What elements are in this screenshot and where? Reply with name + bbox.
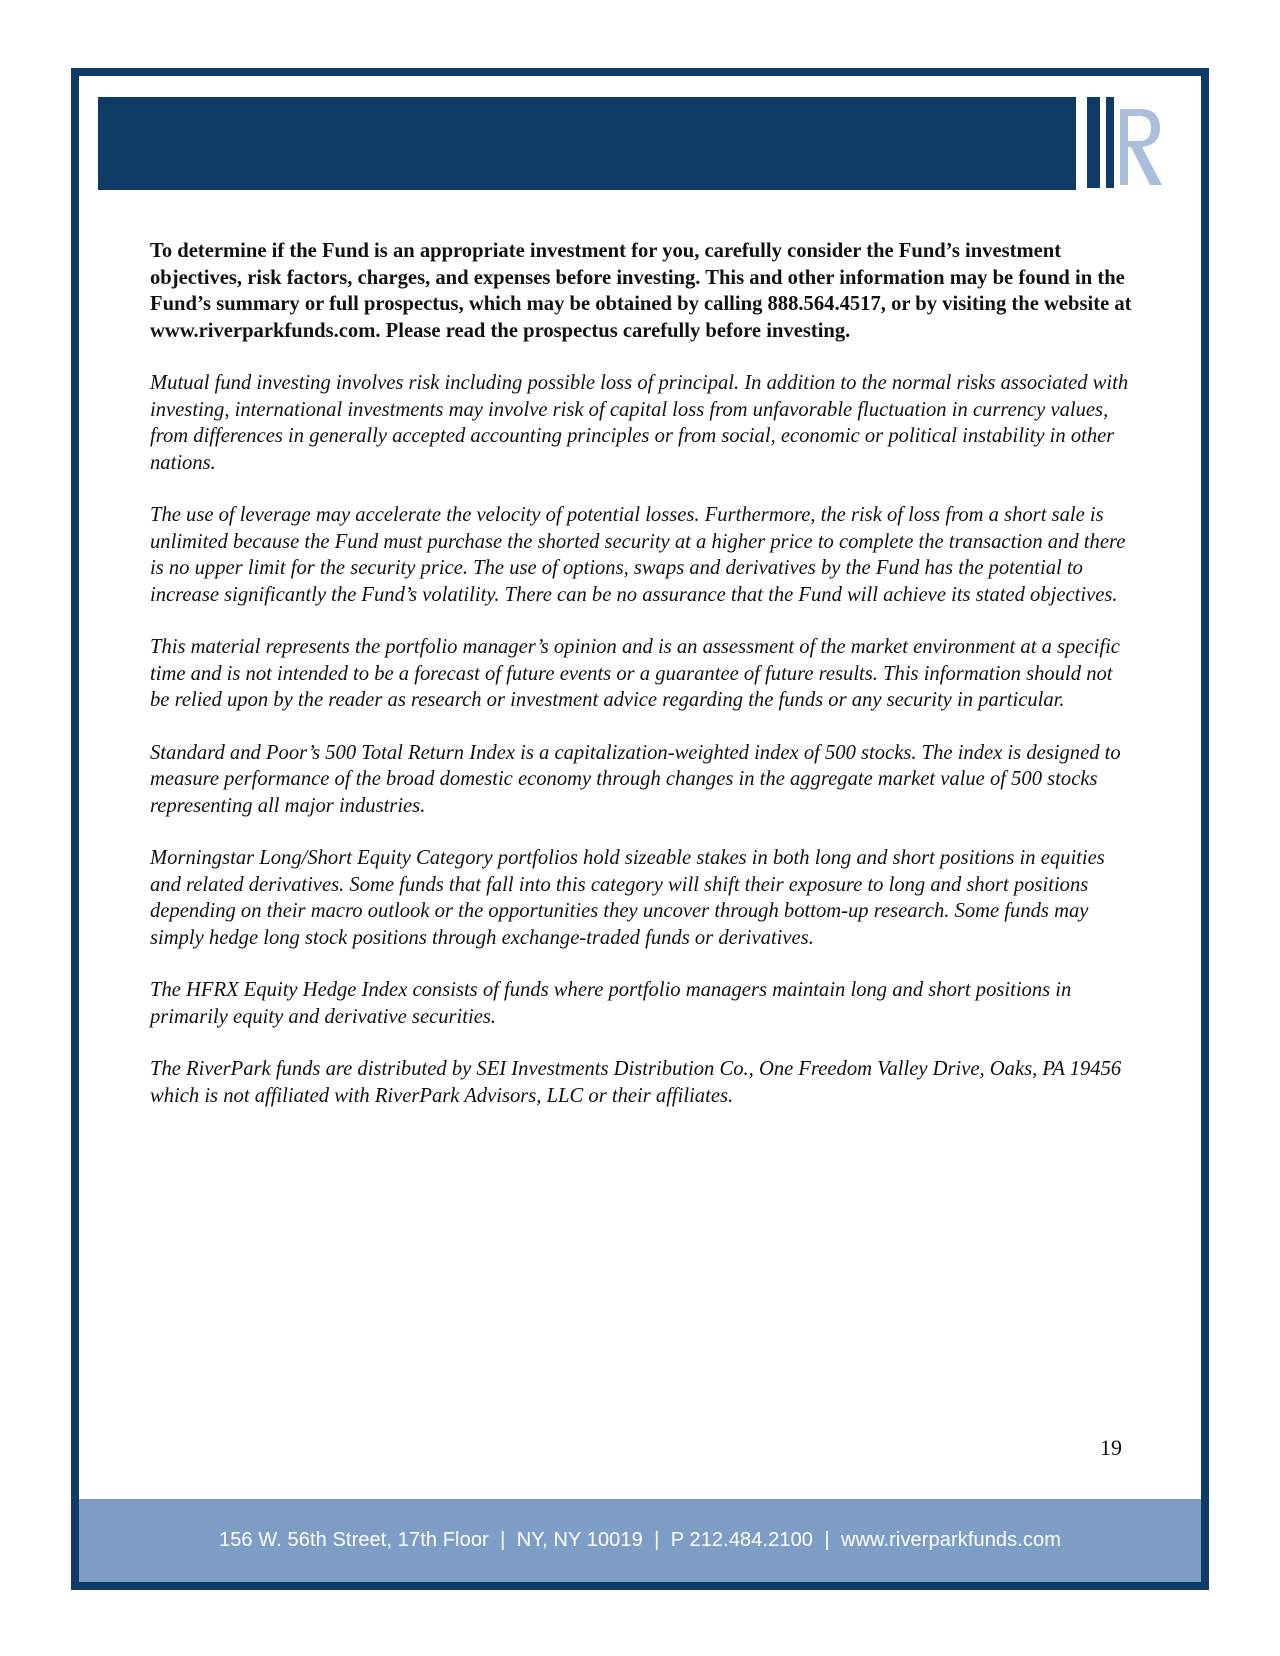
footer-band bbox=[79, 1499, 1201, 1582]
disclaimer-section bbox=[150, 238, 1135, 1135]
hfrx-definition: The HFRX Equity Hedge Index consists of funds where portfolio managers maintain long and short positions in primarily equity and derivative securities. bbox=[150, 979, 1072, 1028]
risk-paragraph: Mutual fund investing involves risk including possible loss of principal. In addition to the normal risks associated with investing, international investments may involve risk of capital loss from unfavorable fluctuation in currency values, from differences in generally accepted accounting principles or from social, economic or political instability in other nations. bbox=[150, 372, 1129, 474]
footer-contact: 156 W. 56th Street, 17th Floor | NY, NY 10019 | P 212.484.2100 | www.riverparkfunds.com bbox=[218, 1529, 1061, 1551]
prospectus-notice: To determine if the Fund is an appropriate investment for you, carefully consider the Fund’s investment objectives, risk factors, charges, and expenses before investing. This and other information may be found in the Fund’s summary or full prospectus, which may be obtained by calling 888.564.4517, or by visiting the website at www.riverparkfunds.com. Please read the prospectus carefully before investing. bbox=[150, 240, 1132, 342]
leverage-paragraph: The use of leverage may accelerate the velocity of potential losses. Furthermore, the risk of loss from a short sale is unlimited because the Fund must purchase the shorted security at a higher price to complete the transaction and there is no upper limit for the security price. The use of options, swaps and derivatives by the Fund has the potential to increase significantly the Fund’s volatility. There can be no assurance that the Fund will achieve its stated objectives. bbox=[150, 504, 1126, 606]
sp500-definition: Standard and Poor’s 500 Total Return Index is a capitalization-weighted index of 500 stocks. The index is designed to measure performance of the broad domestic economy through changes in the aggregate market value of 500 stocks representing all major industries. bbox=[150, 741, 1121, 817]
distributor-paragraph: The RiverPark funds are distributed by SEI Investments Distribution Co., One Freedom Valley Drive, Oaks, PA 19456 which is not affiliated with RiverPark Advisors, LLC or their affiliates. bbox=[150, 1058, 1122, 1107]
header-band bbox=[98, 97, 1076, 190]
morningstar-definition: Morningstar Long/Short Equity Category portfolios hold sizeable stakes in both long and short positions in equities and related derivatives. Some funds that fall into this category will shift their exposure to long and short positions depending on their macro outlook or the opportunities they uncover through bottom-up research. Some funds may simply hedge long stock positions through exchange-traded funds or derivatives. bbox=[150, 847, 1105, 949]
opinion-paragraph: This material represents the portfolio manager’s opinion and is an assessment of the market environment at a specific time and is not intended to be a forecast of future events or a guarantee of future results. This information should not be relied upon by the reader as research or investment advice regarding the funds or any security in particular. bbox=[150, 636, 1120, 711]
page-number: 19 bbox=[1100, 1435, 1122, 1460]
riverpark-logo-icon bbox=[1076, 95, 1186, 192]
